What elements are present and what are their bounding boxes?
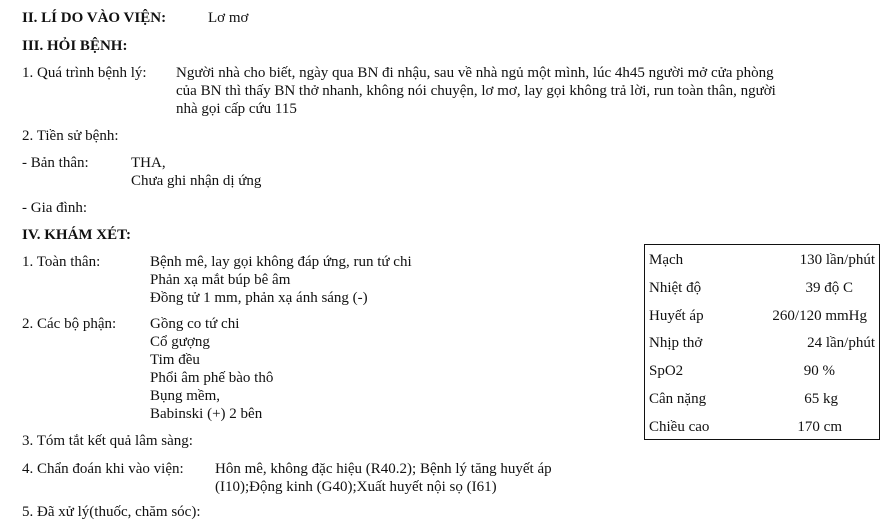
- vital-row-weight: [645, 390, 879, 408]
- admission-reason: Lơ mơ: [208, 10, 249, 26]
- vital-name: Mạch: [649, 252, 684, 268]
- vital-name: Nhịp thở: [649, 335, 703, 351]
- section-4-heading: IV. KHÁM XÉT:: [22, 227, 132, 243]
- vital-value: 130 lần/phút: [799, 252, 875, 268]
- personal-history-line: Chưa ghi nhận dị ứng: [131, 173, 262, 189]
- organs-exam-line: Cổ gượng: [150, 334, 210, 350]
- vital-name: Cân nặng: [649, 391, 707, 407]
- personal-history-line: THA,: [131, 155, 166, 171]
- vital-name: Huyết áp: [649, 308, 704, 324]
- vital-row-height: [645, 418, 879, 436]
- general-exam-line: Đồng tử 1 mm, phản xạ ánh sáng (-): [150, 290, 368, 306]
- vitals-box: [644, 244, 880, 440]
- vital-value: 65 kg: [804, 391, 838, 407]
- vital-row-respiration: [645, 334, 879, 352]
- history-label: 2. Tiền sử bệnh:: [22, 128, 119, 144]
- illness-course-label: 1. Quá trình bệnh lý:: [22, 65, 147, 81]
- vital-value: 90 %: [803, 363, 835, 379]
- organs-exam-line: Bụng mềm,: [150, 388, 220, 404]
- clinical-summary-label: 3. Tóm tắt kết quả lâm sàng:: [22, 433, 193, 449]
- vital-row-blood-pressure: [645, 307, 879, 325]
- admission-diagnosis-line: (I10);Động kinh (G40);Xuất huyết nội sọ (I61): [215, 479, 497, 495]
- section-3-heading: III. HỎI BỆNH:: [22, 38, 128, 54]
- vital-name: Nhiệt độ: [649, 280, 702, 296]
- general-exam-label: 1. Toàn thân:: [22, 254, 101, 270]
- vital-row-pulse: [645, 251, 879, 269]
- vital-value: 24 lần/phút: [807, 335, 875, 351]
- family-history-label: - Gia đình:: [22, 200, 87, 216]
- vital-value: 39 độ C: [805, 280, 853, 296]
- organs-exam-line: Phổi âm phế bào thô: [150, 370, 274, 386]
- general-exam-line: Bệnh mê, lay gọi không đáp ứng, run tứ chi: [150, 254, 412, 270]
- general-exam-line: Phản xạ mắt búp bê âm: [150, 272, 291, 288]
- vital-name: SpO2: [649, 363, 684, 379]
- vital-name: Chiều cao: [649, 419, 710, 435]
- vital-row-temperature: [645, 279, 879, 297]
- illness-course-line: nhà gọi cấp cứu 115: [176, 101, 297, 117]
- admission-diagnosis-line: Hôn mê, không đặc hiệu (R40.2); Bệnh lý tăng huyết áp: [215, 461, 552, 477]
- treatment-label: 5. Đã xử lý(thuốc, chăm sóc):: [22, 504, 201, 520]
- admission-diagnosis-label: 4. Chẩn đoán khi vào viện:: [22, 461, 184, 477]
- organs-exam-line: Babinski (+) 2 bên: [150, 406, 263, 422]
- vital-row-spo2: [645, 362, 879, 380]
- section-2-heading: II. LÍ DO VÀO VIỆN:: [22, 10, 167, 26]
- personal-history-label: - Bản thân:: [22, 155, 89, 171]
- illness-course-line: Người nhà cho biết, ngày qua BN đi nhậu, sau về nhà ngủ một mình, lúc 4h45 người mở cửa phòng: [176, 65, 774, 81]
- vital-value: 170 cm: [797, 419, 842, 435]
- organs-exam-line: Tim đều: [150, 352, 200, 368]
- organs-exam-label: 2. Các bộ phận:: [22, 316, 117, 332]
- organs-exam-line: Gồng co tứ chi: [150, 316, 240, 332]
- illness-course-line: của BN thì thấy BN thở nhanh, không nói chuyện, lơ mơ, lay gọi không trả lời, run toàn thân, người: [176, 83, 776, 99]
- vital-value: 260/120 mmHg: [772, 308, 867, 324]
